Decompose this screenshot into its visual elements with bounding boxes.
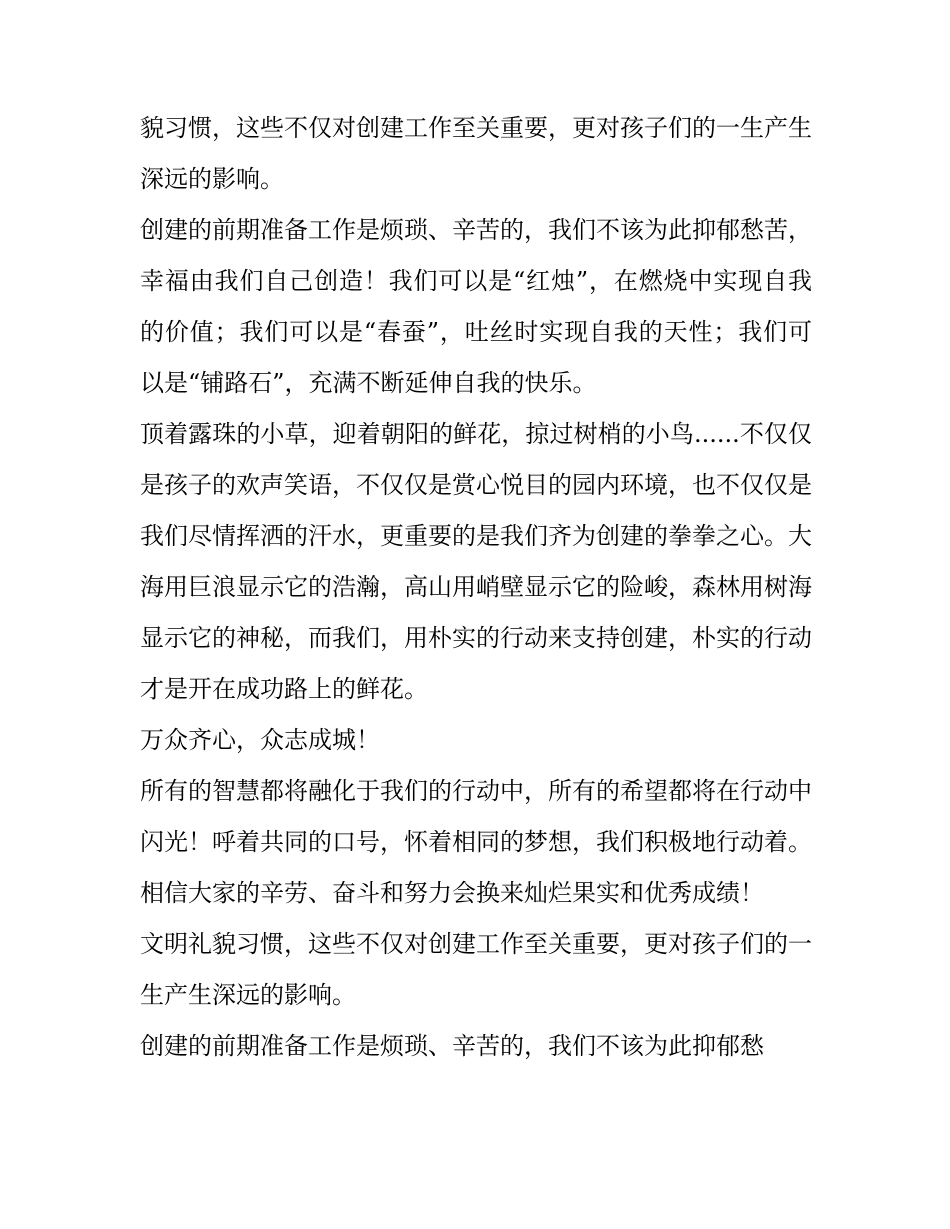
paragraph-2: 创建的前期准备工作是烦琐、辛苦的，我们不该为此抑郁愁苦，幸福由我们自己创造！我们可以是“红烛”，在燃烧中实现自我的价值；我们可以是“春蚕”，吐丝时实现自我的天性；我们可以是“铺路石”，充满不断延伸自我的快乐。 <box>140 216 812 397</box>
document-body <box>140 103 812 1072</box>
paragraph-6: 文明礼貌习惯，这些不仅对创建工作至关重要，更对孩子们的一生产生深远的影响。 <box>140 930 812 1009</box>
paragraph-7: 创建的前期准备工作是烦琐、辛苦的，我们不该为此抑郁愁 <box>140 1032 764 1060</box>
paragraph-1: 貌习惯，这些不仅对创建工作至关重要，更对孩子们的一生产生深远的影响。 <box>140 114 812 193</box>
paragraph-4: 万众齐心，众志成城！ <box>140 726 380 754</box>
paragraph-3: 顶着露珠的小草，迎着朝阳的鲜花，掠过树梢的小鸟......不仅仅是孩子的欢声笑语，不仅仅是赏心悦目的园内环境，也不仅仅是我们尽情挥洒的汗水，更重要的是我们齐为创建的拳拳之心。大海用巨浪显示它的浩瀚，高山用峭壁显示它的险峻，森林用树海显示它的神秘，而我们，用朴实的行动来支持创建，朴实的行动才是开在成功路上的鲜花。 <box>140 420 812 703</box>
paragraph-5: 所有的智慧都将融化于我们的行动中，所有的希望都将在行动中闪光！呼着共同的口号，怀着相同的梦想，我们积极地行动着。相信大家的辛劳、奋斗和努力会换来灿烂果实和优秀成绩！ <box>140 777 812 907</box>
